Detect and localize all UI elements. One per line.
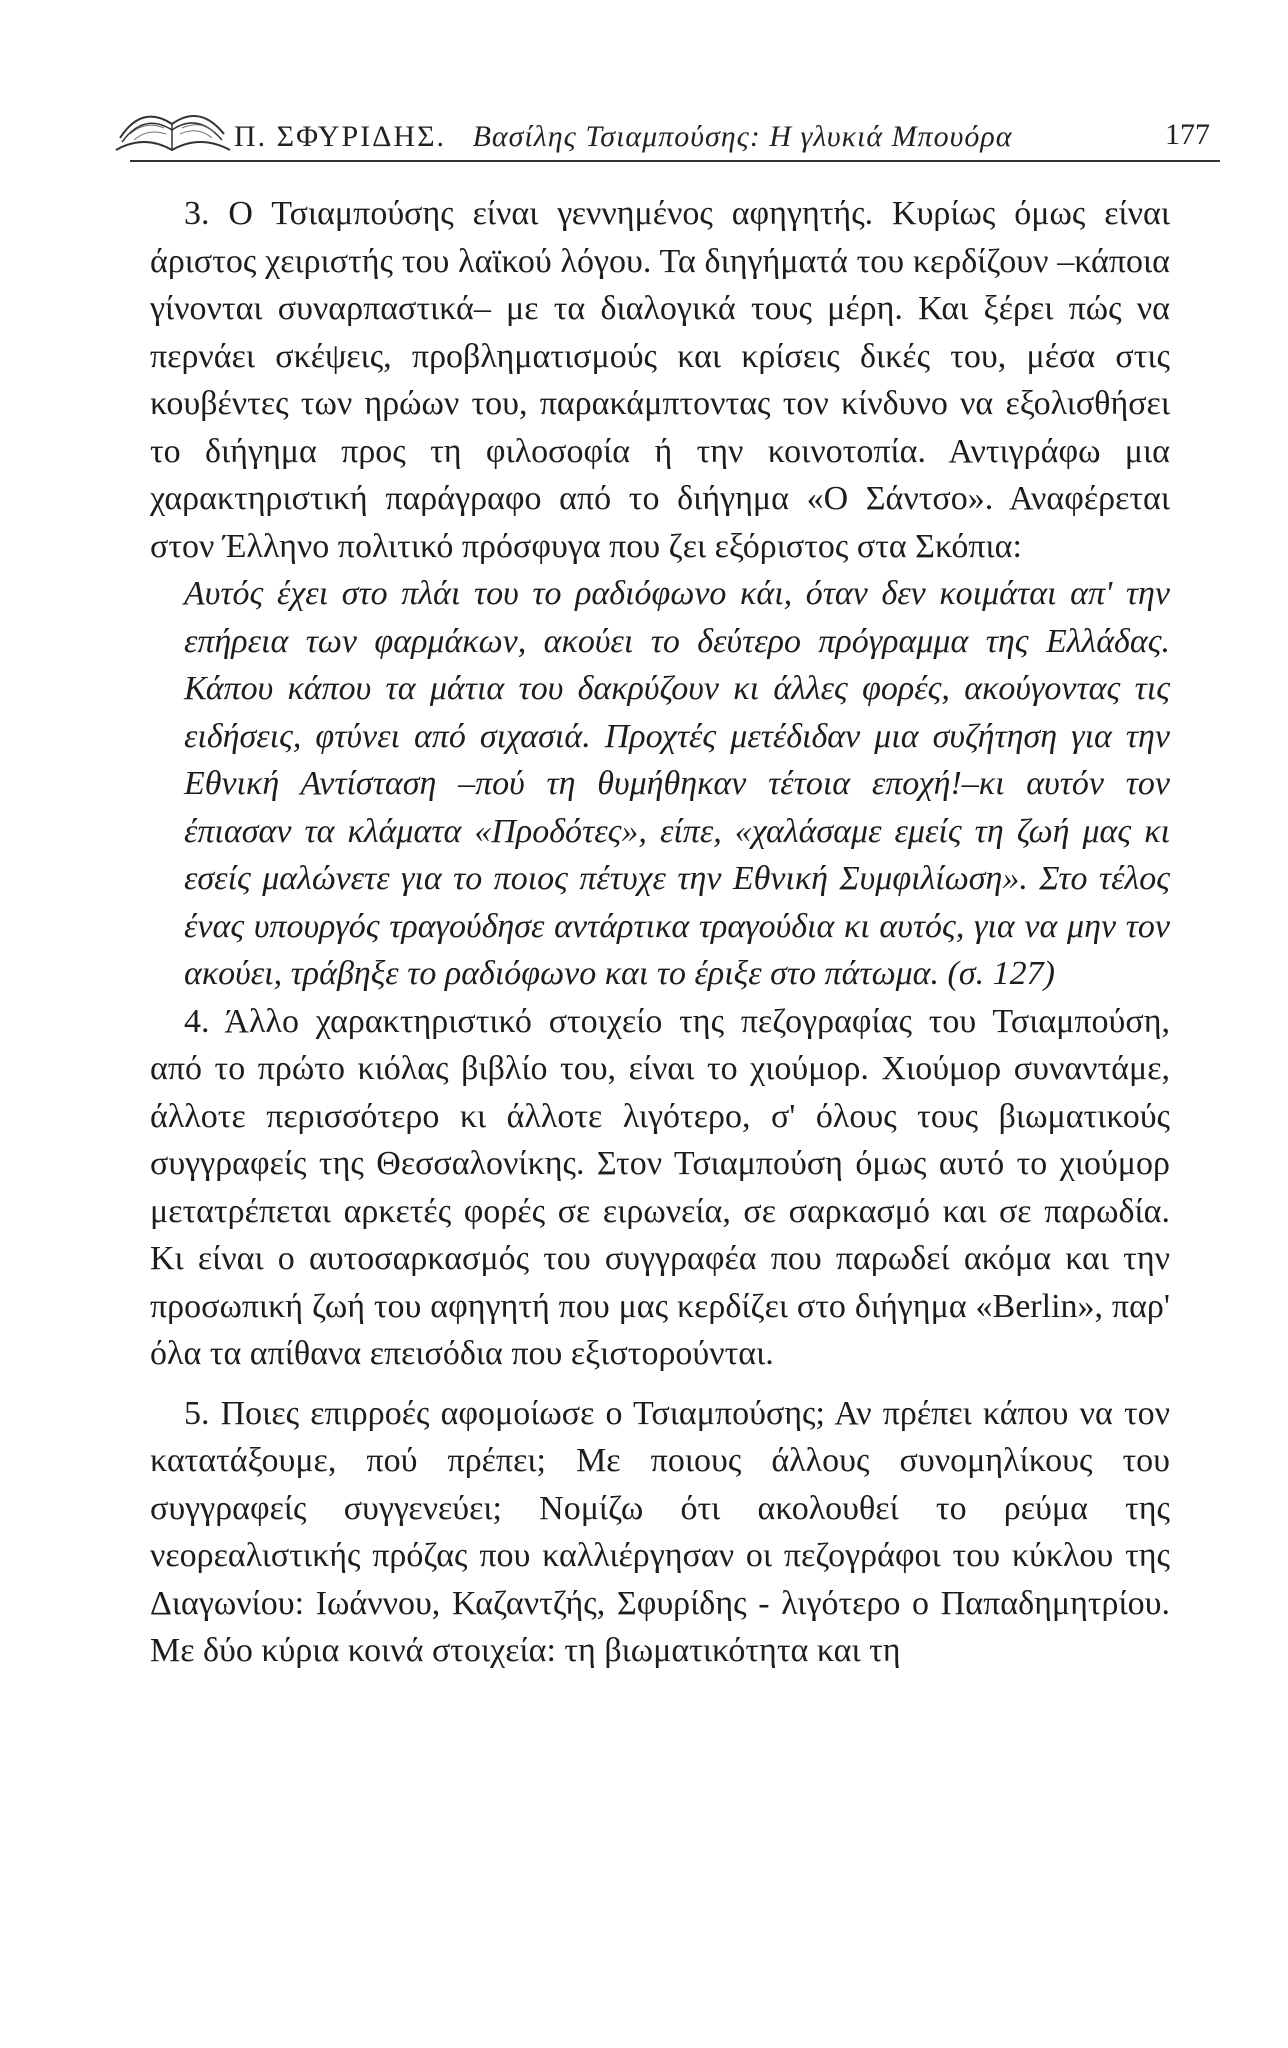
- paragraph-gap: [150, 1378, 1170, 1390]
- paragraph-5: 5. Ποιες επιρροές αφομοίωσε ο Τσιαμπούσης; Αν πρέπει κάπου να τον κατατάξουμε, πού πρέπει; Με ποιους άλλους συνομηλίκους του συγγραφείς συγγενεύει; Νομίζω ότι ακολουθεί το ρεύμα της νεορεαλιστικής πρόζας που καλλιέργησαν οι πεζογράφοι του κύκλου της Διαγωνίου: Ιωάννου, Καζαντζής, Σφυρίδης - λιγότερο ο Παπαδημητρίου. Με δύο κύρια κοινά στοιχεία: τη βιωματικότητα και τη: [150, 1394, 1170, 1669]
- running-head-text: [234, 120, 1013, 154]
- page-number: 177: [1165, 118, 1210, 151]
- open-book-icon: [108, 94, 238, 156]
- running-header: [108, 88, 1220, 156]
- block-quote: Αυτός έχει στο πλάι του το ραδιόφωνο κάι, όταν δεν κοιμάται απ' την επήρεια των φαρμάκων, ακούει το δεύτερο πρόγραμμα της Ελλάδας. Κάπου κάπου τα μάτια του δακρύζουν κι άλλες φορές, ακούγοντας τις ειδήσεις, φτύνει από σιχασιά. Προχτές μετέδιδαν μια συζήτηση για την Εθνική Αντίσταση –πού τη θυμήθηκαν τέτοια εποχή!–κι αυτόν τον έπιασαν τα κλάματα «Προδότες», είπε, «χαλάσαμε εμείς τη ζωή μας κι εσείς μαλώνετε για το ποιος πέτυχε την Εθνική Συμφιλίωση». Στο τέλος ένας υπουργός τραγούδησε αντάρτικα τραγούδια κι αυτός, για να μην τον ακούει, τράβηξε το ραδιόφωνο και το έριξε στο πάτωμα. (σ. 127): [184, 575, 1170, 992]
- paragraph-4: 4. Άλλο χαρακτηριστικό στοιχείο της πεζογραφίας του Τσιαμπούση, από το πρώτο κιόλας βιβλίο του, είναι το χιούμορ. Χιούμορ συναντάμε, άλλοτε περισσότερο κι άλλοτε λιγότερο, σ' όλους τους βιωματικούς συγγραφείς της Θεσσαλονίκης. Στον Τσιαμπούση όμως αυτό το χιούμορ μετατρέπεται αρκετές φορές σε ειρωνεία, σε σαρκασμό και σε παρωδία. Κι είναι ο αυτοσαρκασμός του συγγραφέα που παρωδεί ακόμα και την προσωπική ζωή του αφηγητή που μας κερδίζει στο διήγημα «Berlin», παρ' όλα τα απίθανα επεισόδια που εξιστορούνται.: [150, 1002, 1170, 1372]
- header-rule: [130, 160, 1220, 162]
- header-author: Π. ΣΦΥΡΙΔΗΣ.: [234, 120, 447, 153]
- page-body: [150, 190, 1170, 1675]
- header-title: Βασίλης Τσιαμπούσης: Η γλυκιά Μπουόρα: [472, 120, 1013, 153]
- paragraph-3: 3. Ο Τσιαμπούσης είναι γεννημένος αφηγητής. Κυρίως όμως είναι άριστος χειριστής του λαϊκού λόγου. Τα διηγήματά του κερδίζουν –κάποια γίνονται συναρπαστικά– με τα διαλογικά τους μέρη. Και ξέρει πώς να περνάει σκέψεις, προβληματισμούς και κρίσεις δικές του, μέσα στις κουβέντες των ηρώων του, παρακάμπτοντας τον κίνδυνο να εξολισθήσει το διήγημα προς τη φιλοσοφία ή την κοινοτοπία. Αντιγράφω μια χαρακτηριστική παράγραφο από το διήγημα «Ο Σάντσο». Αναφέρεται στον Έλληνο πολιτικό πρόσφυγα που ζει εξόριστος στα Σκόπια:: [150, 195, 1170, 565]
